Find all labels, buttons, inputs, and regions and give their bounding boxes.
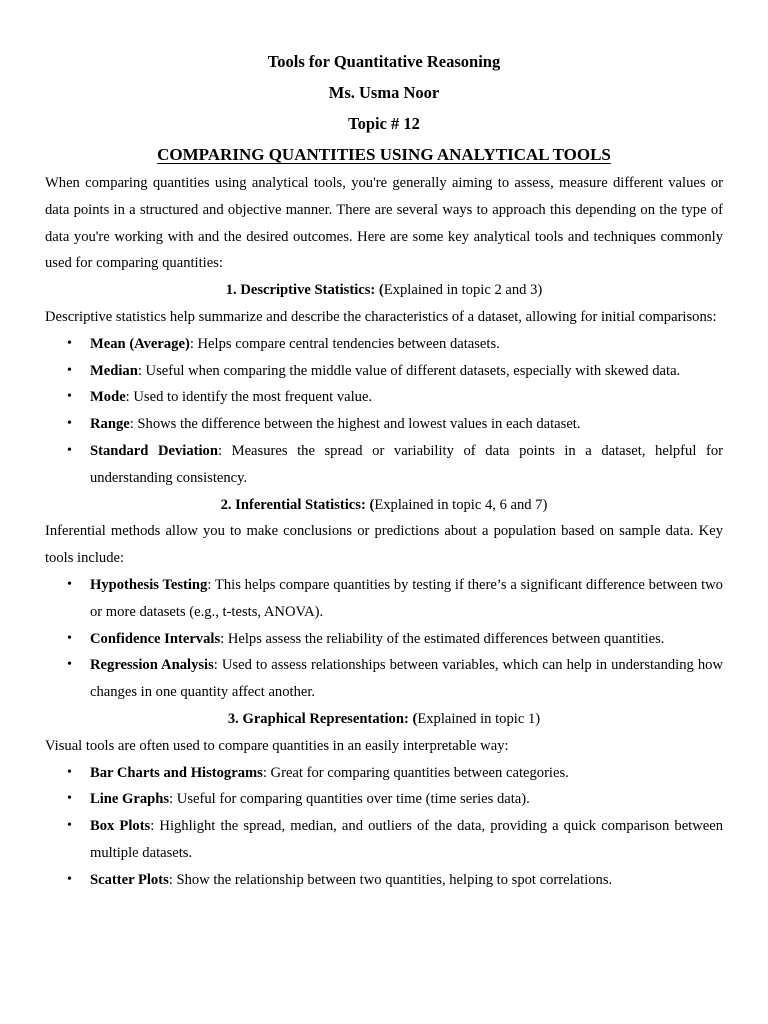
list-item-text: : Useful when comparing the middle value of different datasets, especially with skewed data. <box>137 362 681 379</box>
bullet-icon: • <box>67 576 72 592</box>
bullet-icon: • <box>67 764 72 780</box>
list-item-text: : Used to assess relationships between variables, which can help in understanding how changes in one quantity affect another. <box>90 657 723 701</box>
bullet-icon: • <box>67 416 72 432</box>
list-item-text: : Helps assess the reliability of the estimated differences between quantities. <box>220 630 665 647</box>
bullet-icon: • <box>67 389 72 405</box>
bullet-list <box>45 760 723 894</box>
section-heading-bold: 1. Descriptive Statistics: ( <box>225 282 384 299</box>
course-title: Tools for Quantitative Reasoning <box>267 52 501 71</box>
list-item-text: : This helps compare quantities by testing if there’s a significant difference between two or more datasets (e.g., t-tests, ANOVA). <box>90 576 723 620</box>
main-heading: COMPARING QUANTITIES USING ANALYTICAL TOOLS <box>157 145 611 164</box>
list-item-term: Mode <box>90 389 126 406</box>
list-item-text: : Used to identify the most frequent value. <box>125 389 373 406</box>
bullet-icon: • <box>67 442 72 458</box>
section-heading <box>45 492 723 519</box>
section-heading-bold: 2. Inferential Statistics: ( <box>220 496 375 513</box>
instructor-name: Ms. Usma Noor <box>328 83 440 102</box>
bullet-list <box>45 572 723 706</box>
section-description: Descriptive statistics help summarize and describe the characteristics of a dataset, allowing for initial comparisons: <box>45 308 717 325</box>
bullet-icon: • <box>67 630 72 646</box>
list-item <box>45 411 723 438</box>
list-item-term: Bar Charts and Histograms <box>90 764 263 781</box>
list-item <box>45 331 723 358</box>
list-item-text: : Great for comparing quantities between categories. <box>262 764 569 781</box>
list-item <box>45 438 723 492</box>
list-item-term: Confidence Intervals <box>90 630 221 647</box>
list-item <box>45 572 723 626</box>
list-item-text: : Shows the difference between the highest and lowest values in each dataset. <box>129 416 581 433</box>
section-heading-note: Explained in topic 2 and 3) <box>383 282 543 299</box>
section-heading-note: Explained in topic 4, 6 and 7) <box>374 496 548 513</box>
bullet-icon: • <box>67 871 72 887</box>
bullet-icon: • <box>67 791 72 807</box>
list-item-text: : Show the relationship between two quantities, helping to spot correlations. <box>168 871 613 888</box>
bullet-icon: • <box>67 818 72 834</box>
section-heading <box>45 706 723 733</box>
section-description: Visual tools are often used to compare quantities in an easily interpretable way: <box>45 737 509 754</box>
list-item-term: Range <box>90 416 130 433</box>
list-item-term: Scatter Plots <box>90 871 169 888</box>
list-item-term: Median <box>90 362 138 379</box>
intro-paragraph: When comparing quantities using analytical tools, you're generally aiming to assess, measure different values or data points in a structured and objective manner. There are several ways to approach this depending on the type of data you're working with and the desired outcomes. Here are some key analytical tools and techniques commonly used for comparing quantities: <box>45 175 723 272</box>
list-item <box>45 652 723 706</box>
topic-number: Topic # 12 <box>348 114 420 133</box>
bullet-icon: • <box>67 335 72 351</box>
list-item-term: Regression Analysis <box>90 657 214 674</box>
sections-container <box>45 277 723 893</box>
list-item-text: : Useful for comparing quantities over time (time series data). <box>169 791 530 808</box>
bullet-list <box>45 331 723 492</box>
list-item-text: : Helps compare central tendencies between datasets. <box>189 335 500 352</box>
section-heading-note: Explained in topic 1) <box>417 710 541 727</box>
list-item <box>45 786 723 813</box>
list-item-term: Hypothesis Testing <box>90 576 208 593</box>
list-item-term: Line Graphs <box>90 791 170 808</box>
list-item-term: Mean (Average) <box>90 335 190 352</box>
list-item <box>45 626 723 653</box>
list-item <box>45 813 723 867</box>
list-item-term: Standard Deviation <box>90 442 218 459</box>
section-description: Inferential methods allow you to make conclusions or predictions about a population based on sample data. Key tools include: <box>45 523 723 567</box>
list-item-term: Box Plots <box>90 818 151 835</box>
list-item <box>45 867 723 894</box>
list-item-text: : Measures the spread or variability of data points in a dataset, helpful for understanding consistency. <box>90 442 723 486</box>
list-item <box>45 384 723 411</box>
list-item <box>45 760 723 787</box>
section-heading-bold: 3. Graphical Representation: ( <box>227 710 418 727</box>
list-item-text: : Highlight the spread, median, and outliers of the data, providing a quick comparison between multiple datasets. <box>90 818 724 861</box>
bullet-icon: • <box>67 657 72 673</box>
list-item <box>45 358 723 385</box>
bullet-icon: • <box>67 362 72 378</box>
section-heading <box>45 277 723 304</box>
